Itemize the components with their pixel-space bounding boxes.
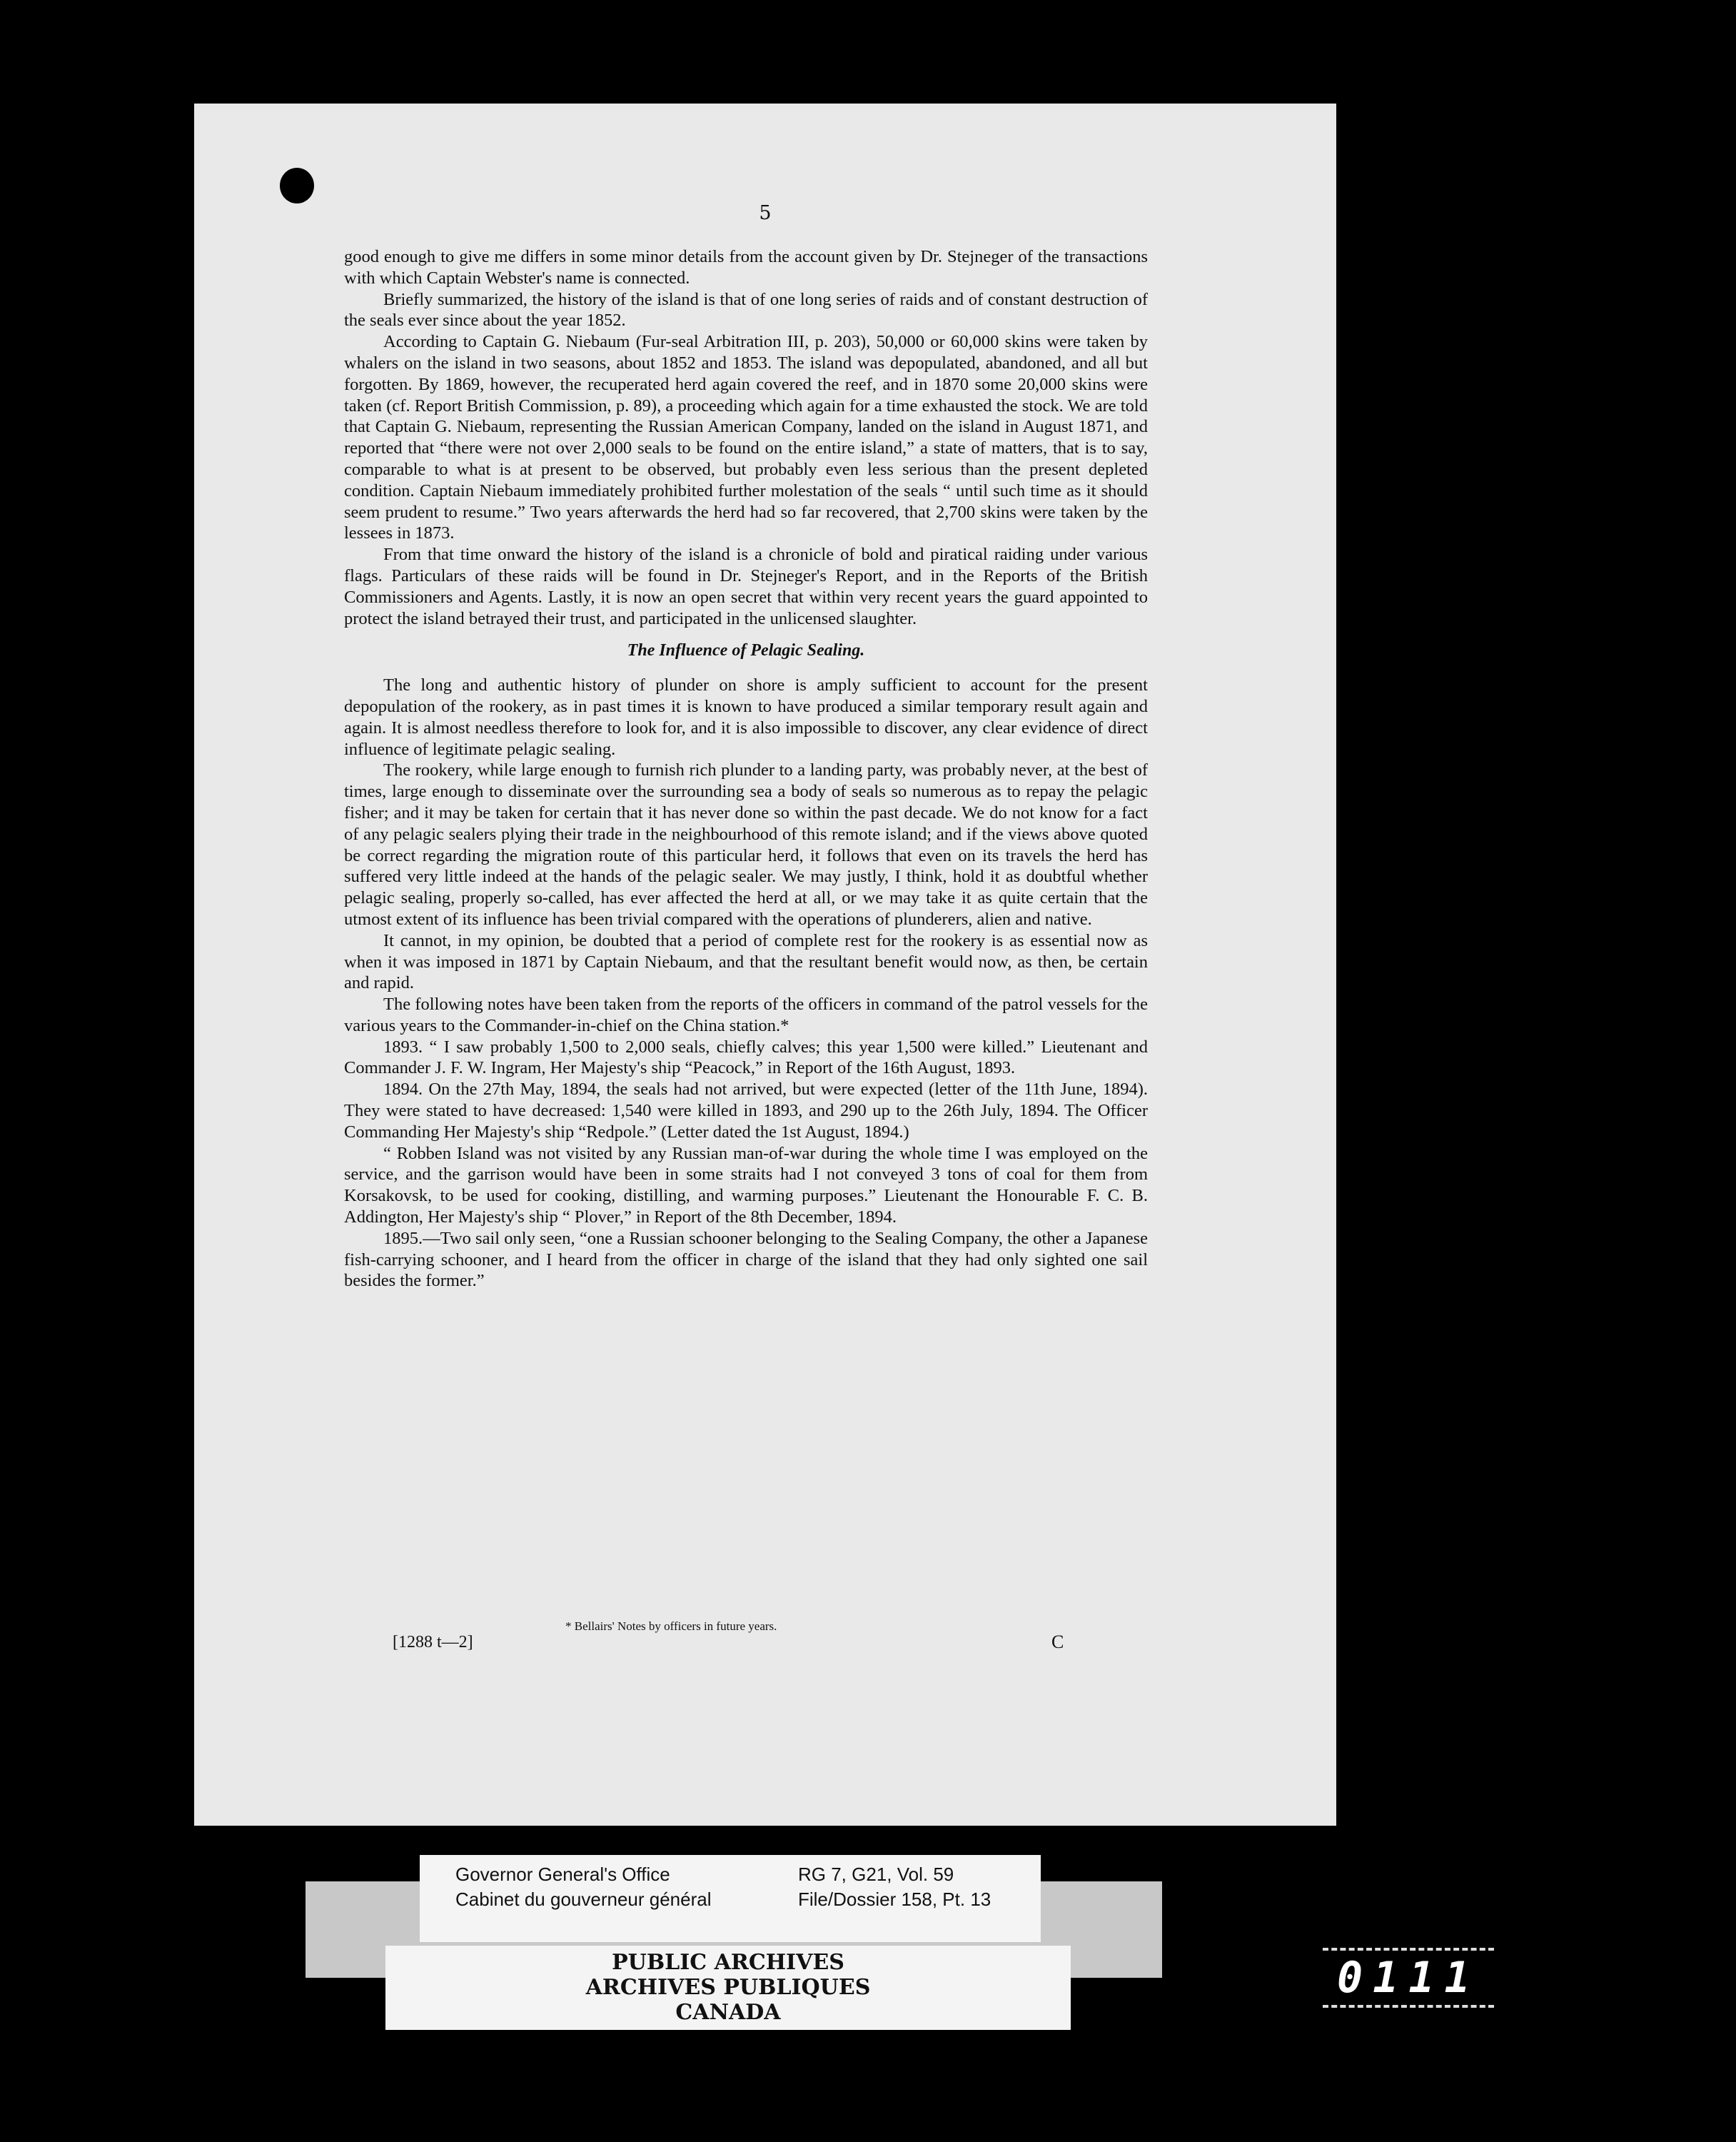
body-text xyxy=(344,246,1148,1292)
section-heading: The Influence of Pelagic Sealing. xyxy=(627,641,865,660)
paragraph: According to Captain G. Niebaum (Fur-seal Arbitration III, p. 203), 50,000 or 60,000 skins were taken by whalers on the island in two seasons, about 1852 and 1853. The island was depopulated, abandoned, and all but forgotten. By 1869, however, the recuperated herd again covered the reef, and in 1870 some 20,000 skins were taken (cf. Report British Commission, p. 89), a proceeding which again for a time exhausted the stock. We are told that Captain G. Niebaum, representing the Russian American Company, landed on the island in August 1871, and reported that “there were not over 2,000 seals to be found on the entire island,” a state of matters, that is to say, comparable to what is at present to be observed, but probably even less serious than the present depleted condition. Captain Niebaum immediately prohibited further molestation of the seals “ until such time as it should seem prudent to resume.” Two years afterwards the herd had so far recovered, that 2,700 skins were taken by the lessees in 1873. xyxy=(344,332,1148,543)
sheet-reference: [1288 t—2] xyxy=(393,1633,473,1651)
archive-reference xyxy=(798,1862,991,1912)
archive-label xyxy=(420,1855,1041,1942)
archives-line-1: PUBLIC ARCHIVES xyxy=(612,1950,844,1975)
page-number: 5 xyxy=(759,202,772,224)
paragraph: It cannot, in my opinion, be doubted that a period of complete rest for the rookery is as essential now as when it was imposed in 1871 by Captain Niebaum, and that the resultant benefit would now, as then, be certain and rapid. xyxy=(344,930,1148,993)
punch-hole xyxy=(280,168,314,203)
footnote: * Bellairs' Notes by officers in future years. xyxy=(565,1619,777,1633)
signature-mark: C xyxy=(1051,1631,1064,1652)
paragraph: The following notes have been taken from the reports of the officers in command of the patrol vessels for the various years to the Commander-in-chief on the China station.* xyxy=(344,995,1148,1035)
archives-line-3: CANADA xyxy=(675,2000,781,2025)
paragraph: 1895.—Two sail only seen, “one a Russian schooner belonging to the Sealing Company, the other a Japanese fish-carrying schooner, and I heard from the officer in charge of the island that they had only sighted one sail besides the former.” xyxy=(344,1228,1148,1291)
archives-line-2: ARCHIVES PUBLIQUES xyxy=(585,1975,871,2000)
reference-line-2: File/Dossier 158, Pt. 13 xyxy=(798,1889,991,1910)
office-names xyxy=(455,1862,711,1912)
frame-counter: 0111 xyxy=(1323,1948,1494,2008)
paragraph: 1894. On the 27th May, 1894, the seals had not arrived, but were expected (letter of the 11th June, 1894). They were stated to have decreased: 1,540 were killed in 1893, and 290 up to the 26th July, 1894. The Officer Commanding Her Majesty's ship “Redpole.” (Letter dated the 1st August, 1894.) xyxy=(344,1080,1148,1142)
paragraph: The long and authentic history of plunder on shore is amply sufficient to account for the present depopulation of the rookery, as in past times it is known to have produced a similar temporary result again and again. It is almost needless therefore to look for, and it is also impossible to discover, any clear evidence of direct influence of legitimate pelagic sealing. xyxy=(344,675,1148,759)
paragraph: Briefly summarized, the history of the island is that of one long series of raids and of constant destruction of the seals ever since about the year 1852. xyxy=(344,289,1148,331)
paragraph: 1893. “ I saw probably 1,500 to 2,000 seals, chiefly calves; this year 1,500 were killed.” Lieutenant and Commander J. F. W. Ingram, Her Majesty's ship “Peacock,” in Report of the 16th August, 1893. xyxy=(344,1037,1148,1078)
archives-stamp xyxy=(385,1946,1071,2030)
paragraph: good enough to give me differs in some minor details from the account given by Dr. Stejneger of the transactions with which Captain Webster's name is connected. xyxy=(344,247,1148,288)
reference-line-1: RG 7, G21, Vol. 59 xyxy=(798,1864,954,1885)
office-fr: Cabinet du gouverneur général xyxy=(455,1889,712,1910)
document-page xyxy=(194,104,1336,1826)
office-en: Governor General's Office xyxy=(455,1864,670,1885)
paragraph: From that time onward the history of the island is a chronicle of bold and piratical raiding under various flags. Particulars of these raids will be found in Dr. Stejneger's Report, and in the Reports of the British Commissioners and Agents. Lastly, it is now an open secret that within very recent years the guard appointed to protect the island betrayed their trust, and participated in the unlicensed slaughter. xyxy=(344,545,1148,628)
paragraph: The rookery, while large enough to furnish rich plunder to a landing party, was probably never, at the best of times, large enough to disseminate over the surrounding sea a body of seals so numerous as to repay the pelagic fisher; and it may be taken for certain that it has never done so within the past decade. We do not know for a fact of any pelagic sealers plying their trade in the neighbourhood of this remote island; and if the views above quoted be correct regarding the migration route of this particular herd, it follows that even on its travels the herd has suffered very little indeed at the hands of the pelagic sealer. We may justly, I think, hold it as doubtful whether pelagic sealing, properly so-called, has ever affected the herd at all, or we may take it as quite certain that the utmost extent of its influence has been trivial compared with the operations of plunderers, alien and native. xyxy=(344,760,1148,929)
paragraph: “ Robben Island was not visited by any Russian man-of-war during the whole time I was employed on the service, and the garrison would have been in some straits had I not conveyed 3 tons of coal for them from Korsakovsk, to be used for cooking, distilling, and warming purposes.” Lieutenant the Honourable F. C. B. Addington, Her Majesty's ship “ Plover,” in Report of the 8th December, 1894. xyxy=(344,1143,1148,1227)
